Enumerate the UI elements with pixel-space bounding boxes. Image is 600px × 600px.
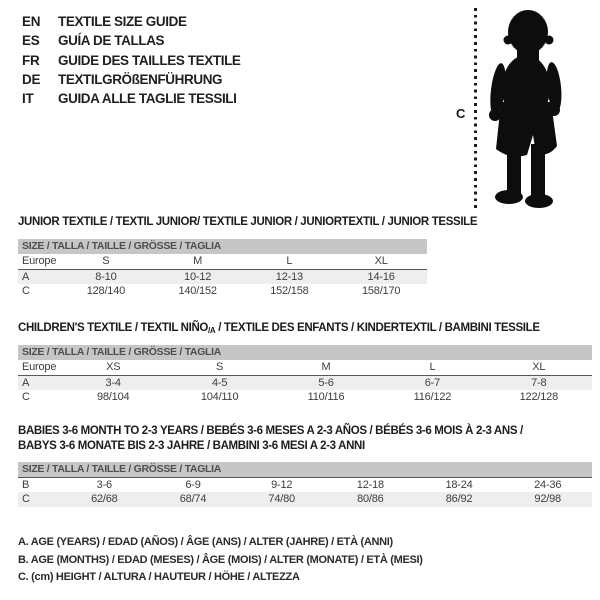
language-row-it — [22, 89, 241, 108]
row-label: Europe — [22, 255, 57, 267]
babies-table-title — [18, 424, 523, 454]
language-title: TEXTILGRÖßENFÜHRUNG — [58, 71, 223, 87]
value-cell: 3-6 — [96, 479, 112, 491]
value-cell: 12-18 — [356, 479, 384, 491]
age-row-a — [18, 375, 592, 390]
children-title-prefix: CHILDREN'S TEXTILE / TEXTIL NIÑO — [18, 322, 209, 334]
height-measure-label: C — [456, 106, 466, 121]
babies-table — [18, 462, 592, 507]
value-cell: 110/116 — [307, 391, 345, 403]
language-code: DE — [22, 71, 41, 87]
value-cell: 14-16 — [367, 271, 395, 283]
size-header-bar: SIZE / TALLA / TAILLE / GRÖSSE / TAGLIA — [18, 345, 592, 360]
size-cell: XL — [532, 361, 546, 373]
value-cell: 152/158 — [270, 285, 309, 297]
language-code: EN — [22, 14, 41, 29]
size-cell: XL — [374, 255, 388, 267]
children-table-title — [18, 321, 540, 338]
value-cell: 5-6 — [318, 377, 334, 389]
value-cell: 80/86 — [357, 493, 384, 505]
value-cell: 8-10 — [95, 271, 117, 283]
value-cell: 116/122 — [413, 391, 452, 403]
value-cell: 92/98 — [534, 493, 561, 505]
value-cell: 128/140 — [86, 285, 126, 297]
height-measure-dashed-line — [474, 8, 477, 210]
toddler-silhouette-icon — [483, 8, 569, 210]
size-cell: S — [102, 255, 110, 267]
age-row-b — [18, 477, 592, 492]
value-cell: 62/68 — [91, 493, 118, 505]
language-row-fr — [22, 51, 241, 70]
value-cell: 104/110 — [200, 391, 239, 403]
value-cell: 3-4 — [105, 377, 121, 389]
value-cell: 9-12 — [271, 479, 293, 491]
size-cell: M — [193, 255, 203, 267]
row-label: Europe — [22, 361, 57, 373]
value-cell: 18-24 — [445, 479, 473, 491]
europe-row — [18, 360, 592, 375]
size-cell: M — [321, 361, 331, 373]
value-cell: 7-8 — [531, 377, 547, 389]
size-cell: XS — [106, 361, 121, 373]
language-row-es — [22, 31, 241, 50]
row-label: C — [22, 391, 30, 403]
europe-row — [18, 254, 427, 269]
language-title: TEXTILE SIZE GUIDE — [58, 14, 187, 29]
value-cell: 158/170 — [361, 285, 401, 297]
row-label: A — [22, 271, 30, 283]
legend-line-c: C. (cm) HEIGHT / ALTURA / HAUTEUR / HÖHE / ALTEZZA — [18, 571, 300, 583]
value-cell: 24-36 — [534, 479, 562, 491]
value-cell: 10-12 — [184, 271, 212, 283]
row-label: B — [22, 479, 30, 491]
junior-table — [18, 239, 427, 299]
language-code: ES — [22, 33, 40, 49]
language-code: IT — [22, 91, 34, 107]
row-label: C — [22, 493, 30, 505]
language-title: GUIDE DES TAILLES TEXTILE — [58, 52, 241, 68]
language-title: GUIDA ALLE TAGLIE TESSILI — [58, 91, 237, 107]
height-row-c — [18, 284, 427, 299]
babies-title-line1: BABIES 3-6 MONTH TO 2-3 YEARS / BEBÉS 3-6 MESES A 2-3 AÑOS / BÉBÉS 3-6 MOIS À 2-3 ANS / — [18, 425, 523, 437]
size-header-bar: SIZE / TALLA / TAILLE / GRÖSSE / TAGLIA — [18, 462, 592, 477]
value-cell: 140/152 — [178, 285, 217, 297]
value-cell: 98/104 — [96, 391, 130, 403]
row-label: A — [22, 377, 30, 389]
language-row-de — [22, 70, 241, 89]
height-row-c — [18, 390, 592, 405]
language-list — [22, 12, 241, 108]
height-row-c — [18, 492, 592, 507]
value-cell: 122/128 — [519, 391, 559, 403]
row-label: C — [22, 285, 30, 297]
value-cell: 12-13 — [275, 271, 303, 283]
legend-line-b: B. AGE (MONTHS) / EDAD (MESES) / ÂGE (MOIS) / ALTER (MONATE) / ETÀ (MESI) — [18, 553, 423, 566]
language-title: GUÍA DE TALLAS — [58, 33, 165, 49]
size-cell: L — [429, 361, 436, 373]
value-cell: 86/92 — [445, 493, 473, 505]
size-cell: L — [286, 255, 293, 267]
legend — [18, 534, 423, 587]
value-cell: 68/74 — [179, 493, 207, 505]
size-header-bar: SIZE / TALLA / TAILLE / GRÖSSE / TAGLIA — [18, 239, 427, 254]
babies-title-line2: BABYS 3-6 MONATE BIS 2-3 JAHRE / BAMBINI 3-6 MESI A 2-3 ANNI — [18, 440, 365, 452]
size-cell: S — [216, 361, 224, 373]
value-cell: 6-9 — [185, 479, 201, 491]
age-row-a — [18, 269, 427, 284]
legend-line-a: A. AGE (YEARS) / EDAD (AÑOS) / ÂGE (ANS) / ALTER (JAHRE) / ETÀ (ANNI) — [18, 536, 393, 548]
value-cell: 74/80 — [268, 493, 295, 505]
children-title-suffix: / TEXTILE DES ENFANTS / KINDERTEXTIL / BAMBINI TESSILE — [215, 322, 540, 334]
junior-table-title: JUNIOR TEXTILE / TEXTIL JUNIOR/ TEXTILE JUNIOR / JUNIORTEXTIL / JUNIOR TESSILE — [18, 216, 478, 228]
value-cell: 6-7 — [424, 377, 441, 389]
children-table — [18, 345, 592, 405]
children-title-subscript: /A — [208, 326, 216, 335]
language-code: FR — [22, 52, 40, 68]
language-row-en — [22, 12, 241, 31]
value-cell: 4-5 — [211, 377, 228, 389]
